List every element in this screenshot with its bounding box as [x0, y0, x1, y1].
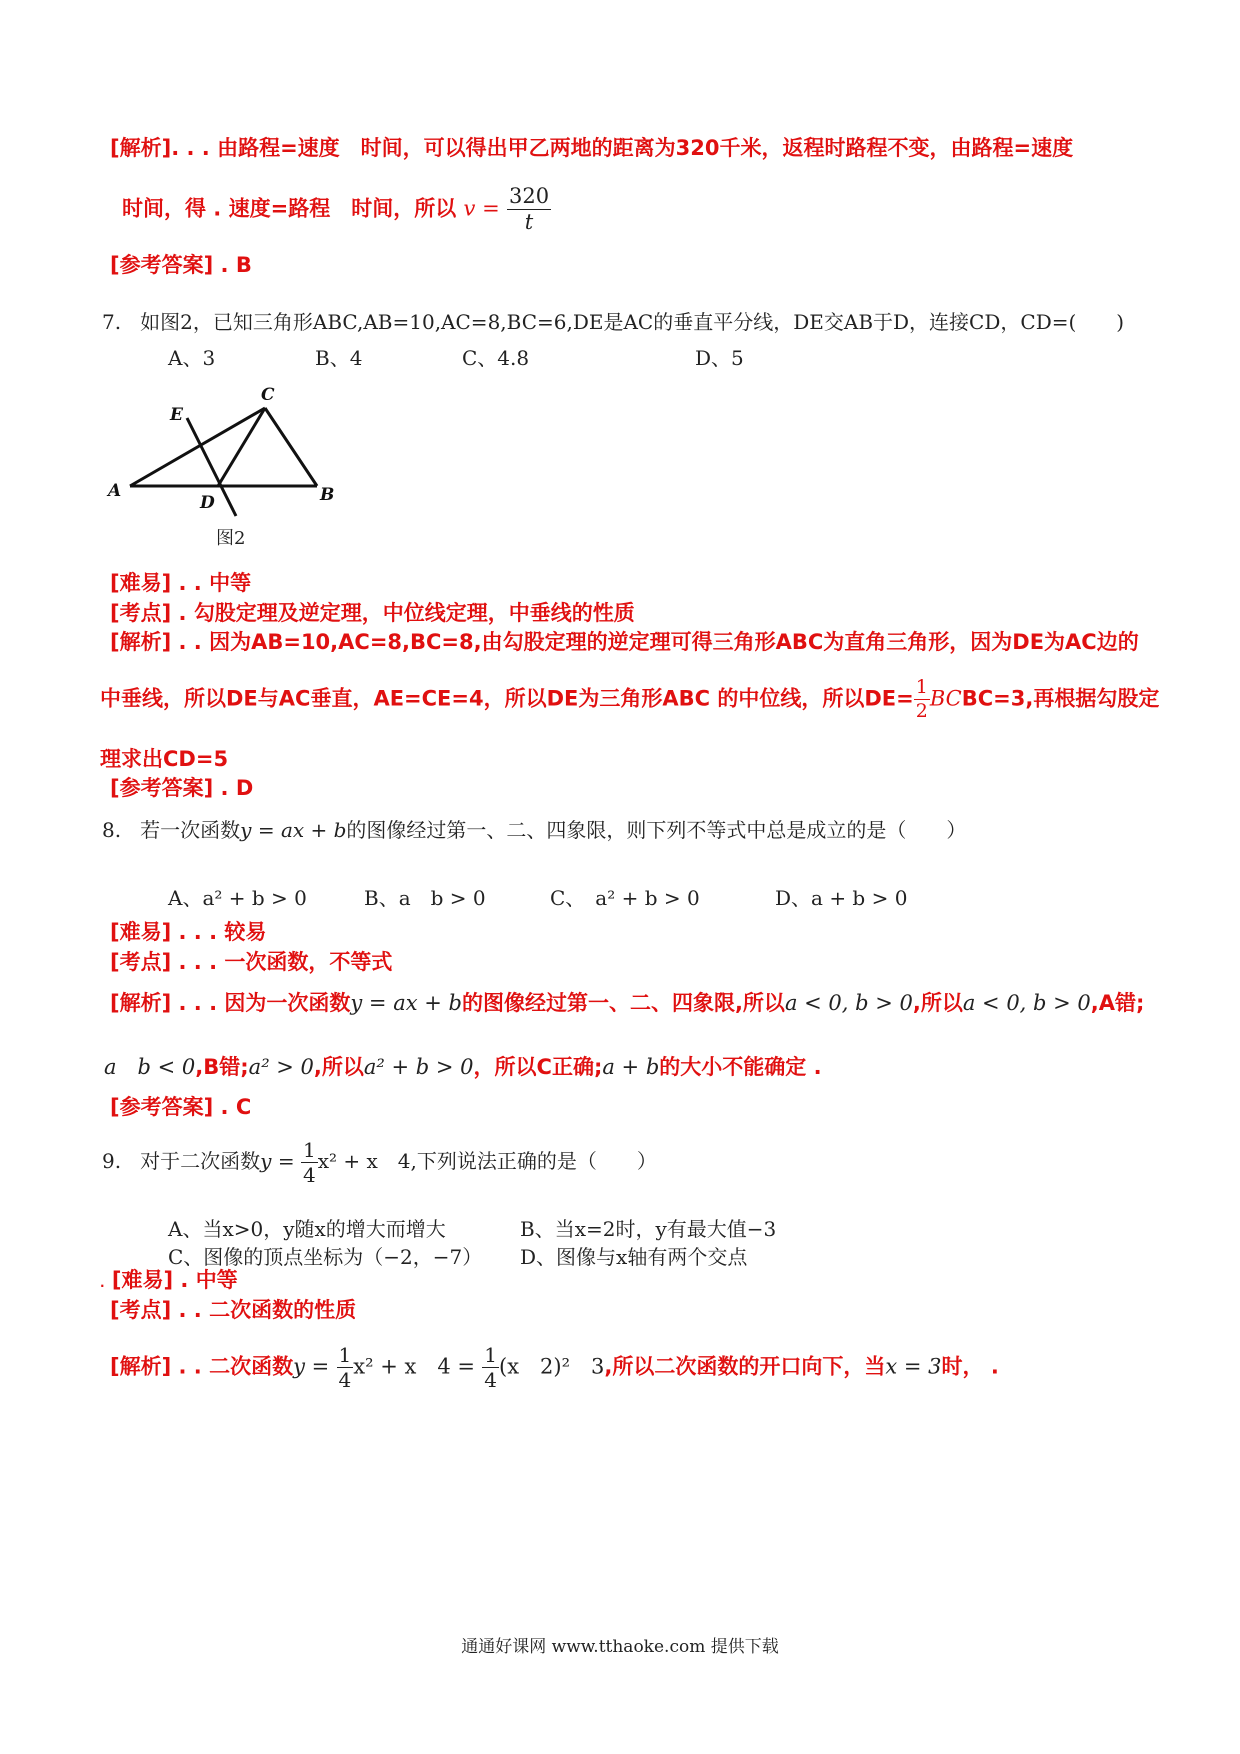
q9-option-d: D、图像与x轴有两个交点 — [520, 1245, 748, 1269]
q7-option-a: A、3 — [168, 346, 216, 370]
triangle-figure — [100, 380, 360, 560]
fraction-one-quarter: $\frac{1}{4}$ — [338, 1343, 352, 1392]
answer-value: B — [235, 253, 252, 277]
q7-option-d: D、5 — [695, 346, 744, 370]
q7-analysis-line2: 中垂线，所以DE与AC垂直，AE=CE=4，所以DE为三角形ABC 的中位线，所以DE= $\frac{1}{2}$ BCBC=3,再根据勾股定 — [100, 676, 1160, 722]
question-stem: 如图2，已知三角形ABC,AB=10,AC=8,BC=6,DE是AC的垂直平分线，DE交AB于D，连接CD，CD=( ) — [140, 310, 1125, 334]
analysis-text: 由路程=速度 时间，可以得出甲乙两地的距离为320千米，返程时路程不变，由路程=速度 — [217, 136, 1074, 160]
q7-points: [考点] . 勾股定理及逆定理，中位线定理，中垂线的性质 — [110, 601, 635, 625]
figure-caption: 图2 — [216, 528, 246, 549]
q6-analysis-line1: [解析]. . . 由路程=速度 时间，可以得出甲乙两地的距离为320千米，返程时路程不变，由路程=速度 — [110, 136, 1074, 160]
q9-option-b: B、当x=2时，y有最大值−3 — [520, 1217, 777, 1241]
q9-stem: 9. 对于二次函数y = $\frac{1}{4}$ x² + x 4,下列说法正确的是（ ） — [102, 1138, 657, 1187]
q8-option-a: A、a² + b > 0 — [168, 886, 307, 910]
analysis-label: [解析] — [110, 136, 172, 160]
label-a: A — [108, 481, 122, 501]
label-c: C — [261, 385, 275, 405]
label-b: B — [320, 485, 335, 505]
q7-analysis-line3: 理求出CD=5 — [100, 747, 229, 771]
label-d: D — [200, 493, 215, 513]
fraction-one-half: $\frac{1}{2}$ — [915, 676, 928, 722]
q8-stem: 8. 若一次函数y = ax + b的图像经过第一、二、四象限，则下列不等式中总是成立的是（ ） — [102, 818, 967, 842]
question-number: 7. — [102, 310, 122, 334]
q6-analysis-line2: 时间，得 . 速度=路程 时间，所以 v = $\frac{320}{t}$ — [122, 184, 550, 234]
segment-ac — [130, 408, 265, 486]
linear-function: y = ax + b — [240, 818, 347, 842]
q8-answer: [参考答案] . C — [110, 1095, 252, 1119]
q7-analysis-line1: [解析] . . 因为AB=10,AC=8,BC=8,由勾股定理的逆定理可得三角形ABC为直角三角形，因为DE为AC边的 — [110, 630, 1139, 654]
q9-option-a: A、当x>0，y随x的增大而增大 — [168, 1217, 446, 1241]
q8-points: [考点] . . . 一次函数，不等式 — [110, 950, 393, 974]
q9-difficulty: . [难易] . 中等 — [100, 1268, 238, 1292]
label-e: E — [170, 405, 183, 425]
segment-bc — [265, 408, 317, 486]
fraction-one-quarter: $\frac{1}{4}$ — [484, 1343, 498, 1392]
fraction-320-over-t: $\frac{320}{t}$ — [508, 184, 550, 234]
fraction-one-quarter: $\frac{1}{4}$ — [302, 1138, 316, 1187]
q6-answer: [参考答案] . B — [110, 253, 252, 277]
q7-difficulty: [难易] . . 中等 — [110, 571, 252, 595]
q8-option-d: D、a + b > 0 — [775, 886, 908, 910]
q7-option-c: C、4.8 — [462, 346, 530, 370]
q8-option-b: B、a b > 0 — [364, 886, 486, 910]
answer-label: [参考答案] — [110, 253, 214, 277]
page-footer: 通通好课网 www.tthaoke.com 提供下载 — [461, 1637, 779, 1657]
q7-answer: [参考答案] . D — [110, 776, 254, 800]
q8-analysis-line1: [解析] . . . 因为一次函数y = ax + b的图像经过第一、二、四象限,所以a < 0, b > 0,所以a < 0, b > 0,A错; — [110, 991, 1145, 1015]
q8-analysis-line2: a b < 0,B错;a² > 0,所以a² + b > 0，所以C正确;a + b的大小不能确定 . — [104, 1055, 822, 1079]
q9-points: [考点] . . 二次函数的性质 — [110, 1298, 357, 1322]
question-number: 9. — [102, 1149, 122, 1173]
velocity-symbol: v = — [463, 196, 500, 221]
q8-difficulty: [难易] . . . 较易 — [110, 920, 267, 944]
q9-analysis: [解析] . . 二次函数y = $\frac{1}{4}$ x² + x 4 = $\frac{1}{4}$ (x 2)² 3,所以二次函数的开口向下，当x = 3时， . — [110, 1343, 999, 1392]
q9-option-c: C、图像的顶点坐标为（−2，−7） — [168, 1245, 483, 1269]
q8-option-c: C、 a² + b > 0 — [550, 886, 700, 910]
q7-stem — [102, 312, 1124, 332]
q7-option-b: B、4 — [315, 346, 363, 370]
question-number: 8. — [102, 818, 122, 842]
segment-cd — [218, 408, 265, 486]
